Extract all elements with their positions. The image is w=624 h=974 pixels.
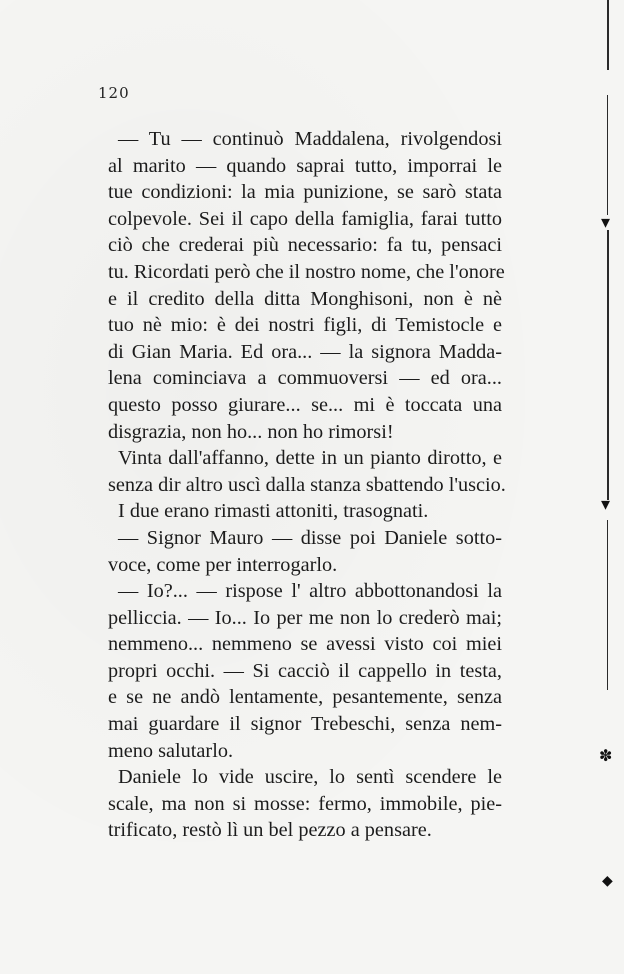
text-line: Daniele lo vide uscire, lo sentì scendere le bbox=[118, 766, 502, 789]
text-line: trificato, restò lì un bel pezzo a pensare. bbox=[108, 819, 432, 842]
text-line: lena cominciava a commuoversi — ed ora... bbox=[108, 367, 502, 390]
text-line: — Tu — continuò Maddalena, rivolgendosi bbox=[118, 128, 502, 150]
scan-edge-line bbox=[607, 0, 609, 70]
text-line: — Signor Mauro — disse poi Daniele sotto- bbox=[118, 526, 502, 549]
text-line: propri occhi. — Si cacciò il cappello in testa, bbox=[108, 659, 502, 682]
scan-edge-line bbox=[607, 520, 608, 690]
text-line: meno salutarlo. bbox=[108, 739, 234, 762]
body-text bbox=[108, 126, 506, 844]
scan-mark-icon: ▾ bbox=[601, 212, 611, 233]
scan-edge-line bbox=[607, 95, 608, 215]
text-line: colpevole. Sei il capo della famiglia, farai tutto bbox=[108, 207, 502, 230]
text-line: ciò che crederai più necessario: fa tu, pensaci bbox=[108, 234, 502, 257]
text-line: mai guardare il signor Trebeschi, senza nem- bbox=[108, 713, 502, 736]
text-line: voce, come per interrogarlo. bbox=[108, 553, 338, 576]
text-line: di Gian Maria. Ed ora... — la signora Madda- bbox=[108, 340, 502, 363]
text-line: Vinta dall'affanno, dette in un pianto dirotto, e bbox=[118, 447, 502, 470]
scan-edge-line bbox=[607, 230, 609, 500]
text-line: e il credito della ditta Monghisoni, non è nè bbox=[108, 287, 502, 310]
scan-mark-icon: ◆ bbox=[602, 873, 613, 889]
text-line: senza dir altro uscì dalla stanza sbattendo l'uscio. bbox=[108, 473, 506, 496]
text-line: al marito — quando saprai tutto, imporrai le bbox=[108, 154, 502, 177]
text-line: I due erano rimasti attoniti, trasognati. bbox=[118, 500, 429, 523]
text-line: questo posso giurare... se... mi è toccata una bbox=[108, 393, 502, 416]
text-line: tuo nè mio: è dei nostri figli, di Temistocle e bbox=[108, 314, 502, 337]
text-line: — Io?... — rispose l' altro abbottonandosi la bbox=[118, 580, 502, 603]
text-line: tue condizioni: la mia punizione, se sarò stata bbox=[108, 181, 502, 204]
text-line: pelliccia. — Io... Io per me non lo crederò mai; bbox=[108, 606, 502, 629]
text-line: tu. Ricordati però che il nostro nome, che l'onore bbox=[108, 260, 505, 283]
text-line: e se ne andò lentamente, pesantemente, senza bbox=[108, 686, 502, 709]
scan-mark-icon: ✽ bbox=[599, 746, 613, 765]
scan-mark-icon: ▾ bbox=[601, 494, 611, 515]
page-number: 120 bbox=[98, 84, 130, 102]
text-line: nemmeno... nemmeno se avessi visto coi miei bbox=[108, 633, 502, 656]
text-line: scale, ma non si mosse: fermo, immobile, pie- bbox=[108, 792, 502, 815]
text-line: disgrazia, non ho... non ho rimorsi! bbox=[108, 420, 394, 443]
